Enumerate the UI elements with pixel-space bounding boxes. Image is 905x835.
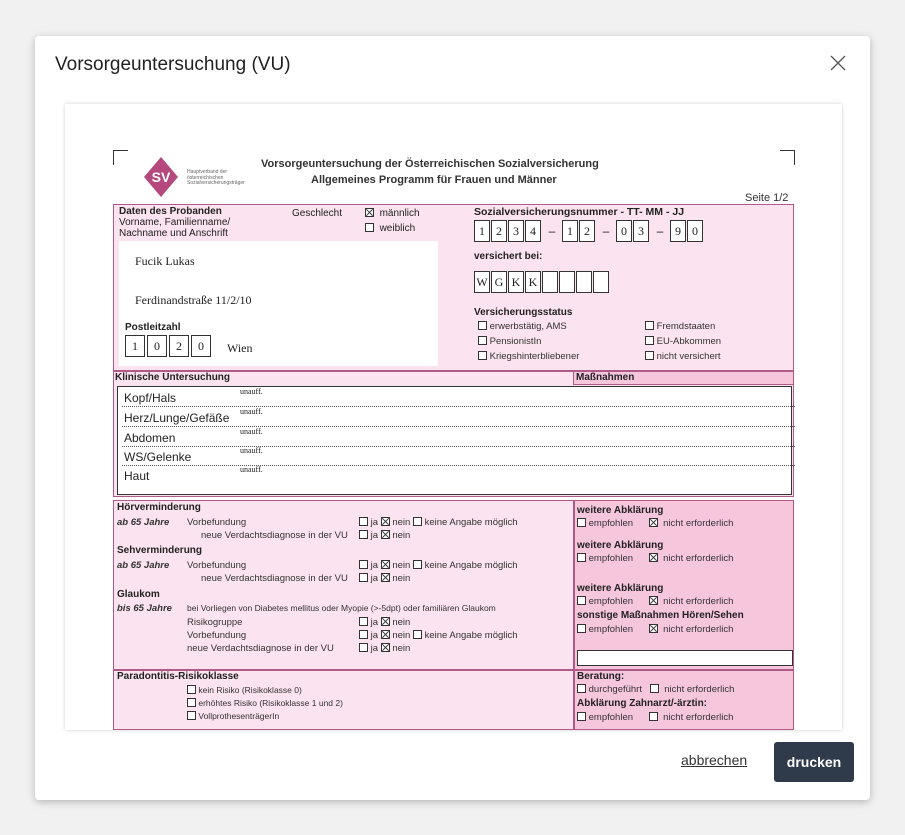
logo-letters: SV xyxy=(151,169,171,185)
dialog xyxy=(35,36,870,800)
crop-mark xyxy=(113,150,128,165)
name-value: Fucik Lukas xyxy=(135,254,195,268)
glaucoma-title: Glaukom xyxy=(117,589,160,600)
status-option: erwerbstätig, AMS xyxy=(489,321,567,332)
form-subtitle: Allgemeines Programm für Frauen und Männer xyxy=(311,174,557,186)
female-checkbox xyxy=(365,223,374,232)
status-option: PensionistIn xyxy=(489,336,542,347)
table-row: Herz/Lunge/Gefäße unauff. xyxy=(122,407,795,427)
male-label: männlich xyxy=(379,208,420,219)
postcode-label: Postleitzahl xyxy=(125,322,181,333)
status-option: nicht versichert xyxy=(656,351,721,362)
form-page: SV Hauptverband der österreichischen Sozialversicherungsträger Vorsorgeuntersuchung der Österreichischen Sozialversicherung Allgemeines Programm für Frauen und Männer Seite 1/2 Daten des Probanden Vorname, Familienname/ Nachname und Anschrift Geschlecht männlich weiblich Fucik Lukas Ferdinandstraße 11/2/10 Postleitzahl 1 0 2 0 Wien Sozialversicherungsnummer - TT- MM - JJ 1 2 3 4 – 1 2 – 0 3 – 9 0 versichert bei: W G K K Versicherungsstatus erwerbstätig, AMS PensionistIn Kriegshinterbliebener Fremdstaaten EU-Abkommen nicht versichert Klinische Untersuchung Maßnahmen Kopf/Hals unauff. Herz/Lunge/Gefäße unauff. Abdomen unauff. WS/Gelenke unauff. Haut unauff. Hörverminderung ab 65 Jahre Vorbefundung ja nein keine Angabe möglich neue Verdachtsdiagnose in der VU ja nein Sehverminderung ab 65 Jahre Vorbefundung ja nein keine Angabe möglich neue Verdachtsdiagnose in der VU ja nein Glaukom bis 65 Jahre bei Vorliegen von Diabetes mellitus oder Myopie (>-5dpt) oder familiären Glaukom Risikogruppe ja nein Vorbefundung ja nein keine Angabe möglich neue Verdachtsdiagnose in der VU ja nein weitere Abklärung empfohlen nicht erforderlich weitere Abklärung empfohlen nicht erforderlich weitere Abklärung empfohlen nicht erforderlich sonstige Maßnahmen Hören/Sehen empfohlen nicht erforderlich Paradontitis-Risikoklasse kein Risiko (Risikoklasse 0) erhöhtes Risiko (Risikoklasse 1 und 2) VollprothesenträgerIn Beratung: durchgeführt nicht erforderlich Abklärung Zahnarzt/-ärztin: empfohlen nicht erforderlich xyxy=(65,104,842,730)
print-button[interactable]: drucken xyxy=(774,742,854,782)
person-section-label: Daten des Probanden xyxy=(119,206,222,217)
table-row: WS/Gelenke unauff. xyxy=(122,446,795,466)
clinical-title: Klinische Untersuchung xyxy=(115,372,231,383)
table-row: Haut unauff. xyxy=(124,465,263,483)
vision-title: Sehverminderung xyxy=(117,545,203,556)
city-value: Wien xyxy=(227,341,253,355)
followup-notes-field xyxy=(577,650,793,666)
status-option: Fremdstaaten xyxy=(656,321,716,332)
cancel-button[interactable]: abbrechen xyxy=(681,752,748,768)
address-value: Ferdinandstraße 11/2/10 xyxy=(135,293,252,307)
crop-mark xyxy=(780,150,795,165)
male-checkbox xyxy=(365,208,374,217)
name-label-1: Vorname, Familienname/ xyxy=(119,217,231,228)
measures-title: Maßnahmen xyxy=(576,372,635,383)
name-label-2: Nachname und Anschrift xyxy=(119,228,228,239)
page-number: Seite 1/2 xyxy=(745,192,789,204)
document-preview[interactable] xyxy=(65,104,842,730)
form-title: Vorsorgeuntersuchung der Österreichischen Sozialversicherung xyxy=(261,158,599,170)
ssn-field: 1 2 3 4 – 1 2 – 0 3 – 9 0 xyxy=(474,220,704,242)
insured-label: versichert bei: xyxy=(474,251,543,262)
postcode-field: 1 0 2 0 xyxy=(125,335,213,357)
table-row: Kopf/Hals unauff. xyxy=(122,387,795,407)
status-option: EU-Abkommen xyxy=(656,336,722,347)
clinical-table xyxy=(117,386,792,495)
hearing-title: Hörverminderung xyxy=(117,502,201,513)
insurer-field: W G K K xyxy=(474,271,610,293)
gender-label: Geschlecht xyxy=(292,208,343,219)
logo-text: Hauptverband der österreichischen Sozialversicherungsträger xyxy=(187,169,245,186)
status-option: Kriegshinterbliebener xyxy=(489,351,580,362)
female-label: weiblich xyxy=(379,223,416,234)
ssn-label: Sozialversicherungsnummer - TT- MM - JJ xyxy=(474,206,685,218)
status-label: Versicherungsstatus xyxy=(474,307,573,318)
sv-logo xyxy=(141,156,181,198)
dialog-title: Vorsorgeuntersuchung (VU) xyxy=(55,54,291,75)
table-row: Abdomen unauff. xyxy=(122,427,795,447)
close-icon[interactable] xyxy=(828,53,848,73)
